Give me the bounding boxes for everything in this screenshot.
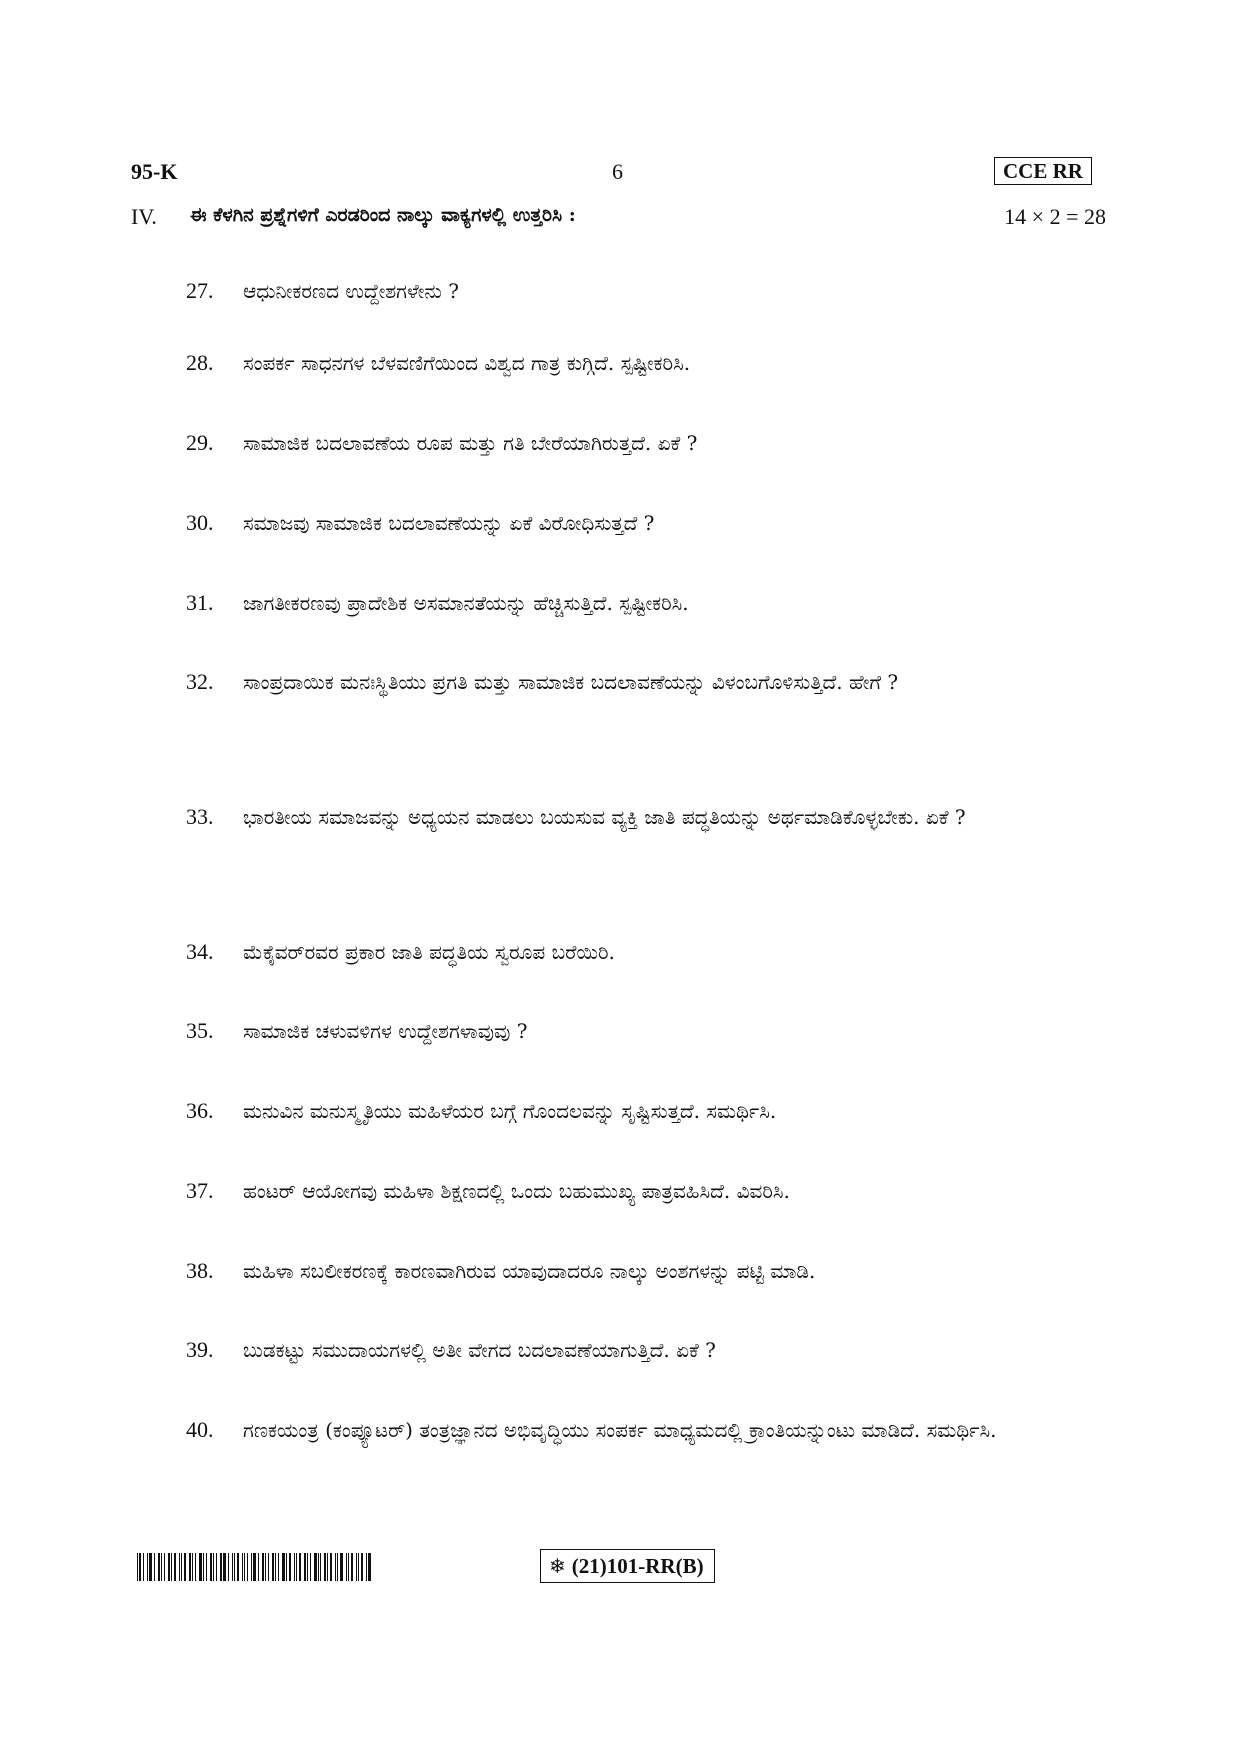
barcode-bar bbox=[189, 1553, 191, 1581]
barcode-bar bbox=[272, 1553, 274, 1581]
barcode-bar bbox=[368, 1553, 371, 1581]
question-number: 34. bbox=[186, 939, 214, 964]
barcode-bar bbox=[206, 1553, 207, 1581]
barcode-bar bbox=[228, 1553, 229, 1581]
barcode-bar bbox=[330, 1553, 332, 1581]
barcode-bar bbox=[244, 1553, 246, 1581]
footer-code: (21)101-RR(B) bbox=[571, 1554, 704, 1578]
barcode-bar bbox=[143, 1553, 144, 1581]
question-text: ಸಾಮಾಜಿಕ ಬದಲಾವಣೆಯ ರೂಪ ಮತ್ತು ಗತಿ ಬೇರೆಯಾಗಿರುತ್ತದೆ. ಏಕೆ ? bbox=[243, 431, 698, 455]
question-number: 28. bbox=[186, 350, 214, 375]
barcode-bar bbox=[320, 1553, 321, 1581]
question-number: 32. bbox=[186, 669, 214, 694]
barcode-bar bbox=[289, 1553, 291, 1581]
barcode-bar bbox=[220, 1553, 222, 1581]
barcode-bar bbox=[139, 1553, 141, 1581]
barcode-bar bbox=[234, 1553, 235, 1581]
barcode-bar bbox=[147, 1553, 148, 1581]
barcode-image bbox=[137, 1553, 373, 1581]
barcode-bar bbox=[179, 1553, 180, 1581]
barcode-bar bbox=[203, 1553, 204, 1581]
question-text: ಮನುವಿನ ಮನುಸ್ಮೃತಿಯು ಮಹಿಳೆಯರ ಬಗ್ಗೆ ಗೊಂದಲವನ್ನು ಸೃಷ್ಟಿಸುತ್ತದೆ. ಸಮರ್ಥಿಸಿ. bbox=[243, 1099, 777, 1123]
question-text: ಸಾಂಪ್ರದಾಯಿಕ ಮನಃಸ್ಥಿತಿಯು ಪ್ರಗತಿ ಮತ್ತು ಸಾಮಾಜಿಕ ಬದಲಾವಣೆಯನ್ನು ವಿಳಂಬಗೊಳಿಸುತ್ತಿದೆ. ಹೇಗೆ ? bbox=[243, 670, 899, 694]
question-number: 33. bbox=[186, 804, 214, 829]
question-text: ಗಣಕಯಂತ್ರ (ಕಂಪ್ಯೂಟರ್) ತಂತ್ರಜ್ಞಾನದ ಅಭಿವೃದ್ಧಿಯು ಸಂಪರ್ಕ ಮಾಧ್ಯಮದಲ್ಲಿ ಕ್ರಾಂತಿಯನ್ನುಂಟು ಮಾಡಿದೆ. ಸಮರ್ಥಿಸಿ. bbox=[243, 1418, 997, 1442]
barcode-bar bbox=[299, 1553, 301, 1581]
barcode-bar bbox=[265, 1553, 266, 1581]
barcode-bar bbox=[168, 1553, 170, 1581]
question-text: ಮಹಿಳಾ ಸಬಲೀಕರಣಕ್ಕೆ ಕಾರಣವಾಗಿರುವ ಯಾವುದಾದರೂ ನಾಲ್ಕು ಅಂಶಗಳನ್ನು ಪಟ್ಟಿ ಮಾಡಿ. bbox=[243, 1259, 816, 1283]
barcode-bar bbox=[278, 1553, 279, 1581]
barcode-bar bbox=[174, 1553, 177, 1581]
question-text: ಹಂಟರ್ ಆಯೋಗವು ಮಹಿಳಾ ಶಿಕ್ಷಣದಲ್ಲಿ ಒಂದು ಬಹುಮುಖ್ಯ ಪಾತ್ರವಹಿಸಿದೆ. ವಿವರಿಸಿ. bbox=[243, 1179, 790, 1203]
barcode-bar bbox=[307, 1553, 308, 1581]
section-number: IV. bbox=[131, 204, 157, 229]
barcode-bar bbox=[310, 1553, 311, 1581]
barcode-bar bbox=[258, 1553, 259, 1581]
question-text: ಆಧುನೀಕರಣದ ಉದ್ದೇಶಗಳೇನು ? bbox=[243, 279, 459, 303]
question-number: 38. bbox=[186, 1258, 214, 1283]
barcode-bar bbox=[161, 1553, 162, 1581]
question-text: ಮೆಕೈವರ್‌ರವರ ಪ್ರಕಾರ ಜಾತಿ ಪದ್ಧತಿಯ ಸ್ವರೂಪ ಬರೆಯಿರಿ. bbox=[243, 940, 615, 964]
barcode-bar bbox=[237, 1553, 239, 1581]
series-label-box: CCE RR bbox=[994, 157, 1092, 185]
question-text: ಭಾರತೀಯ ಸಮಾಜವನ್ನು ಅಧ್ಯಯನ ಮಾಡಲು ಬಯಸುವ ವ್ಯಕ್ತಿ ಜಾತಿ ಪದ್ಧತಿಯನ್ನು ಅರ್ಥಮಾಡಿಕೊಳ್ಳಬೇಕು. ಏಕೆ ? bbox=[243, 805, 966, 829]
barcode-bar bbox=[210, 1553, 212, 1581]
barcode-bar bbox=[216, 1553, 217, 1581]
barcode-bar bbox=[275, 1553, 276, 1581]
question-text: ಬುಡಕಟ್ಟು ಸಮುದಾಯಗಳಲ್ಲಿ ಅತೀ ವೇಗದ ಬದಲಾವಣೆಯಾಗುತ್ತಿದೆ. ಏಕೆ ? bbox=[243, 1338, 716, 1362]
question-number: 31. bbox=[186, 590, 214, 615]
question-number: 35. bbox=[186, 1018, 214, 1043]
barcode-bar bbox=[242, 1553, 243, 1581]
paper-code: 95-K bbox=[131, 159, 178, 184]
barcode-bar bbox=[366, 1553, 367, 1581]
barcode-bar bbox=[232, 1553, 233, 1581]
barcode-bar bbox=[296, 1553, 297, 1581]
barcode-bar bbox=[358, 1553, 359, 1581]
barcode-bar bbox=[294, 1553, 295, 1581]
question-text: ಸಾಮಾಜಿಕ ಚಳುವಳಿಗಳ ಉದ್ದೇಶಗಳಾವುವು ? bbox=[243, 1019, 528, 1043]
barcode-bar bbox=[137, 1553, 138, 1581]
barcode-bar bbox=[247, 1553, 248, 1581]
barcode-bar bbox=[192, 1553, 193, 1581]
question-number: 36. bbox=[186, 1098, 214, 1123]
barcode-bar bbox=[253, 1553, 256, 1581]
barcode-bar bbox=[318, 1553, 319, 1581]
barcode-bar bbox=[324, 1553, 326, 1581]
question-number: 29. bbox=[186, 430, 214, 455]
barcode-bar bbox=[282, 1553, 285, 1581]
question-number: 37. bbox=[186, 1178, 214, 1203]
barcode-bar bbox=[181, 1553, 182, 1581]
barcode-bar bbox=[251, 1553, 252, 1581]
question-text: ಸಂಪರ್ಕ ಸಾಧನಗಳ ಬೆಳವಣಿಗೆಯಿಂದ ವಿಶ್ವದ ಗಾತ್ರ ಕುಗ್ಗಿದೆ. ಸ್ಪಷ್ಟೀಕರಿಸಿ. bbox=[243, 351, 691, 375]
barcode-bar bbox=[356, 1553, 357, 1581]
question-number: 39. bbox=[186, 1337, 214, 1362]
barcode-bar bbox=[199, 1553, 202, 1581]
footer-code-box bbox=[540, 1549, 715, 1583]
barcode-bar bbox=[314, 1553, 317, 1581]
barcode-bar bbox=[149, 1553, 152, 1581]
barcode-bar bbox=[351, 1553, 353, 1581]
barcode-bar bbox=[223, 1553, 226, 1581]
question-number: 30. bbox=[186, 510, 214, 535]
barcode-bar bbox=[154, 1553, 155, 1581]
section-heading bbox=[131, 202, 1106, 232]
barcode-bar bbox=[337, 1553, 338, 1581]
barcode-bar bbox=[340, 1553, 343, 1581]
barcode-bar bbox=[346, 1553, 347, 1581]
barcode-bar bbox=[262, 1553, 264, 1581]
barcode-bar bbox=[286, 1553, 287, 1581]
barcode-bar bbox=[171, 1553, 172, 1581]
question-number: 27. bbox=[186, 278, 214, 303]
barcode-bar bbox=[361, 1553, 363, 1581]
barcode-bar bbox=[268, 1553, 269, 1581]
barcode-bar bbox=[213, 1553, 214, 1581]
section-marks: 14 × 2 = 28 bbox=[1004, 204, 1106, 229]
snowflake-icon: ❄ bbox=[549, 1554, 566, 1578]
barcode-bar bbox=[184, 1553, 186, 1581]
barcode-bar bbox=[195, 1553, 196, 1581]
question-text: ಸಮಾಜವು ಸಾಮಾಜಿಕ ಬದಲಾವಣೆಯನ್ನು ಏಕೆ ವಿರೋಧಿಸುತ್ತದೆ ? bbox=[243, 511, 655, 535]
question-text: ಜಾಗತೀಕರಣವು ಪ್ರಾದೇಶಿಕ ಅಸಮಾನತೆಯನ್ನು ಹೆಚ್ಚಿಸುತ್ತಿದೆ. ಸ್ಪಷ್ಟೀಕರಿಸಿ. bbox=[243, 591, 689, 615]
barcode-bar bbox=[327, 1553, 328, 1581]
question-number: 40. bbox=[186, 1417, 214, 1442]
barcode-bar bbox=[158, 1553, 160, 1581]
barcode-bar bbox=[348, 1553, 349, 1581]
barcode-bar bbox=[164, 1553, 165, 1581]
barcode-bar bbox=[335, 1553, 336, 1581]
page-number: 6 bbox=[612, 159, 623, 184]
section-instruction: ಈ ಕೆಳಗಿನ ಪ್ರಶ್ನೆಗಳಿಗೆ ಎರಡರಿಂದ ನಾಲ್ಕು ವಾಕ್ಯಗಳಲ್ಲಿ ಉತ್ತರಿಸಿ : bbox=[190, 204, 576, 226]
barcode-bar bbox=[304, 1553, 306, 1581]
